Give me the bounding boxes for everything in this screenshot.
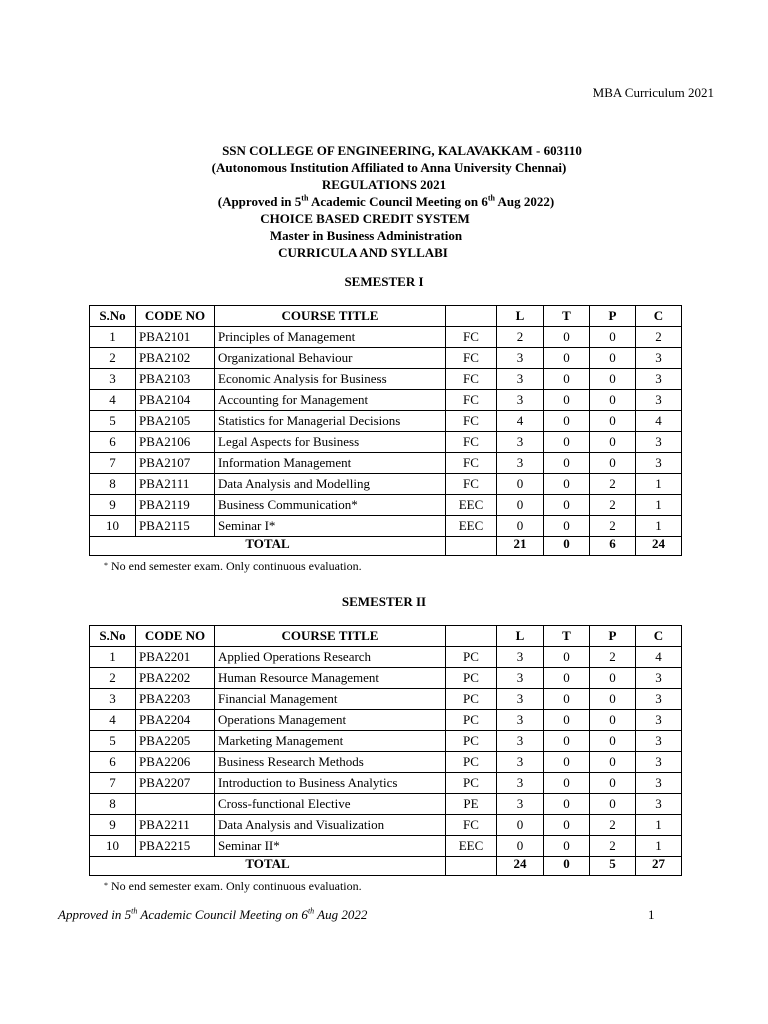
table-cell: FC: [446, 411, 497, 432]
table-cell: 1: [636, 836, 682, 857]
table-cell: 3: [636, 668, 682, 689]
table-cell: 3: [636, 453, 682, 474]
table-cell: Introduction to Business Analytics: [215, 773, 446, 794]
table-cell: 0: [544, 710, 590, 731]
table-cell: 3: [636, 773, 682, 794]
table-cell: 3: [636, 348, 682, 369]
column-header: CODE NO: [136, 306, 215, 327]
table-cell: 0: [497, 516, 544, 537]
table-cell: PBA2104: [136, 390, 215, 411]
document-header: [0, 142, 768, 261]
table-row: [90, 327, 682, 348]
table-cell: 0: [544, 327, 590, 348]
table-cell: 0: [590, 411, 636, 432]
table-cell: 9: [90, 495, 136, 516]
table-row: [90, 731, 682, 752]
table-cell: 3: [636, 432, 682, 453]
table-cell: 3: [497, 752, 544, 773]
table-cell: 3: [636, 794, 682, 815]
credit-system-line: CHOICE BASED CREDIT SYSTEM: [260, 211, 470, 226]
table-cell: 0: [544, 731, 590, 752]
total-p: 5: [590, 857, 636, 876]
table-cell: 6: [90, 752, 136, 773]
column-header: L: [497, 306, 544, 327]
table-cell: 3: [497, 432, 544, 453]
semester2-note: * No end semester exam. Only continuous evaluation.: [104, 879, 362, 893]
table-cell: 4: [636, 411, 682, 432]
table-row: [90, 432, 682, 453]
table-cell: PBA2211: [136, 815, 215, 836]
table-cell: 3: [497, 794, 544, 815]
table-cell: 0: [590, 668, 636, 689]
table-cell: Statistics for Managerial Decisions: [215, 411, 446, 432]
table-cell: 2: [90, 668, 136, 689]
table-cell: PBA2106: [136, 432, 215, 453]
table-row: [90, 516, 682, 537]
semester1-title: SEMESTER I: [344, 274, 424, 289]
table-row: [90, 348, 682, 369]
table-cell: 0: [544, 495, 590, 516]
table-cell: 2: [590, 815, 636, 836]
table-cell: 9: [90, 815, 136, 836]
table-cell: PBA2102: [136, 348, 215, 369]
table-cell: 0: [590, 390, 636, 411]
table-cell: FC: [446, 453, 497, 474]
running-head: MBA Curriculum 2021: [592, 85, 714, 100]
table-cell: 0: [544, 689, 590, 710]
college-name: SSN COLLEGE OF ENGINEERING, KALAVAKKAM - 603110: [222, 143, 582, 158]
table-cell: 3: [636, 731, 682, 752]
table-cell: PBA2215: [136, 836, 215, 857]
table-row: [90, 668, 682, 689]
table-cell: Legal Aspects for Business: [215, 432, 446, 453]
table-cell: PBA2119: [136, 495, 215, 516]
table-cell: PC: [446, 710, 497, 731]
column-header: S.No: [90, 306, 136, 327]
table-cell: 0: [497, 836, 544, 857]
table-cell: Operations Management: [215, 710, 446, 731]
total-row: [90, 537, 682, 556]
table-cell: PBA2101: [136, 327, 215, 348]
semester2-table: [89, 625, 682, 876]
table-cell: Economic Analysis for Business: [215, 369, 446, 390]
semester1-note: * No end semester exam. Only continuous evaluation.: [104, 559, 362, 573]
table-cell: Accounting for Management: [215, 390, 446, 411]
table-cell: PBA2205: [136, 731, 215, 752]
table-cell: 0: [544, 647, 590, 668]
table-cell: 1: [636, 495, 682, 516]
table-cell: 0: [497, 474, 544, 495]
table-cell: PC: [446, 752, 497, 773]
table-cell: 3: [497, 731, 544, 752]
table-cell: 0: [544, 836, 590, 857]
table-cell: PBA2207: [136, 773, 215, 794]
table-row: [90, 815, 682, 836]
table-cell: 0: [590, 773, 636, 794]
semester2-title: SEMESTER II: [341, 594, 427, 609]
table-cell: 0: [590, 432, 636, 453]
table-cell: FC: [446, 369, 497, 390]
table-row: [90, 689, 682, 710]
table-cell: 3: [497, 773, 544, 794]
table-row: [90, 495, 682, 516]
table-cell: FC: [446, 474, 497, 495]
total-p: 6: [590, 537, 636, 556]
table-cell: PBA2204: [136, 710, 215, 731]
table-cell: [136, 794, 215, 815]
table-cell: Business Communication*: [215, 495, 446, 516]
table-cell: PBA2206: [136, 752, 215, 773]
approval-line: (Approved in 5th Academic Council Meeting on 6th Aug 2022): [217, 193, 555, 209]
table-cell: Cross-functional Elective: [215, 794, 446, 815]
table-cell: FC: [446, 327, 497, 348]
table-cell: 0: [590, 752, 636, 773]
column-header: COURSE TITLE: [215, 306, 446, 327]
column-header: T: [544, 306, 590, 327]
table-cell: 0: [544, 369, 590, 390]
table-cell: 3: [497, 369, 544, 390]
table-cell: Seminar I*: [215, 516, 446, 537]
table-cell: 3: [90, 369, 136, 390]
total-t: 0: [544, 857, 590, 876]
table-cell: 3: [497, 668, 544, 689]
table-cell: FC: [446, 815, 497, 836]
regulations-line: REGULATIONS 2021: [321, 177, 447, 192]
table-cell: 0: [544, 390, 590, 411]
total-c: 27: [636, 857, 682, 876]
table-row: [90, 836, 682, 857]
table-cell: FC: [446, 432, 497, 453]
table-cell: 1: [90, 327, 136, 348]
table-cell: 0: [544, 348, 590, 369]
table-cell: 2: [90, 348, 136, 369]
table-cell: 0: [544, 815, 590, 836]
table-row: [90, 474, 682, 495]
table-cell: 0: [544, 794, 590, 815]
table-cell: 2: [590, 474, 636, 495]
table-cell: PC: [446, 689, 497, 710]
footer-approval: Approved in 5th Academic Council Meeting on 6th Aug 2022: [58, 906, 368, 922]
table-cell: 3: [497, 453, 544, 474]
column-header: CODE NO: [136, 626, 215, 647]
table-cell: 2: [636, 327, 682, 348]
table-row: [90, 773, 682, 794]
table-cell: Data Analysis and Visualization: [215, 815, 446, 836]
table-cell: 3: [497, 710, 544, 731]
table-cell: 5: [90, 411, 136, 432]
table-cell: 0: [590, 689, 636, 710]
table-cell: PBA2103: [136, 369, 215, 390]
table-cell: 0: [590, 327, 636, 348]
table-cell: PBA2107: [136, 453, 215, 474]
table-cell: 7: [90, 773, 136, 794]
table-cell: 3: [497, 689, 544, 710]
table-cell: Marketing Management: [215, 731, 446, 752]
table-row: [90, 752, 682, 773]
table-cell: 2: [497, 327, 544, 348]
table-cell: 0: [590, 794, 636, 815]
semester1-table: [89, 305, 682, 556]
table-cell: PBA2202: [136, 668, 215, 689]
table-cell: 0: [544, 453, 590, 474]
total-label: TOTAL: [90, 537, 446, 556]
table-cell: Principles of Management: [215, 327, 446, 348]
table-cell: PE: [446, 794, 497, 815]
table-cell: PC: [446, 668, 497, 689]
table-cell: EEC: [446, 836, 497, 857]
total-row: [90, 857, 682, 876]
table-cell: PBA2105: [136, 411, 215, 432]
table-cell: FC: [446, 390, 497, 411]
table-cell: 3: [636, 689, 682, 710]
table-cell: FC: [446, 348, 497, 369]
table-cell: PBA2203: [136, 689, 215, 710]
table-cell: [446, 857, 497, 876]
table-row: [90, 411, 682, 432]
column-header: [446, 626, 497, 647]
page-number: 1: [648, 907, 655, 922]
table-cell: EEC: [446, 516, 497, 537]
column-header: L: [497, 626, 544, 647]
table-cell: 6: [90, 432, 136, 453]
table-cell: PC: [446, 647, 497, 668]
table-cell: [446, 537, 497, 556]
table-cell: PC: [446, 731, 497, 752]
total-c: 24: [636, 537, 682, 556]
table-cell: 2: [590, 495, 636, 516]
table-cell: 3: [497, 390, 544, 411]
table-cell: 2: [590, 836, 636, 857]
table-cell: 3: [636, 710, 682, 731]
table-cell: 0: [497, 495, 544, 516]
table-cell: PC: [446, 773, 497, 794]
table-cell: Business Research Methods: [215, 752, 446, 773]
table-cell: 0: [544, 752, 590, 773]
column-header: P: [590, 626, 636, 647]
table-cell: 0: [544, 516, 590, 537]
table-cell: 4: [636, 647, 682, 668]
affiliation-line: (Autonomous Institution Affiliated to Anna University Chennai): [211, 160, 567, 175]
table-cell: 3: [636, 369, 682, 390]
table-cell: 7: [90, 453, 136, 474]
column-header: P: [590, 306, 636, 327]
table-cell: Information Management: [215, 453, 446, 474]
table-header-row: [90, 626, 682, 647]
table-cell: 0: [590, 369, 636, 390]
table-cell: 3: [497, 348, 544, 369]
column-header: S.No: [90, 626, 136, 647]
table-row: [90, 794, 682, 815]
column-header: COURSE TITLE: [215, 626, 446, 647]
table-cell: 4: [90, 390, 136, 411]
table-cell: 3: [90, 689, 136, 710]
table-row: [90, 453, 682, 474]
table-cell: Applied Operations Research: [215, 647, 446, 668]
total-t: 0: [544, 537, 590, 556]
table-cell: Seminar II*: [215, 836, 446, 857]
table-cell: 5: [90, 731, 136, 752]
table-cell: PBA2111: [136, 474, 215, 495]
table-cell: 4: [497, 411, 544, 432]
table-header-row: [90, 306, 682, 327]
table-cell: 0: [590, 453, 636, 474]
table-cell: 1: [90, 647, 136, 668]
program-line: Master in Business Administration: [269, 228, 463, 243]
table-cell: Organizational Behaviour: [215, 348, 446, 369]
column-header: C: [636, 306, 682, 327]
table-cell: 3: [636, 390, 682, 411]
table-cell: 0: [590, 731, 636, 752]
table-row: [90, 390, 682, 411]
table-cell: 2: [590, 516, 636, 537]
table-cell: 1: [636, 815, 682, 836]
table-cell: 2: [590, 647, 636, 668]
curricula-line: CURRICULA AND SYLLABI: [278, 245, 448, 260]
table-row: [90, 710, 682, 731]
table-cell: Human Resource Management: [215, 668, 446, 689]
table-cell: 0: [497, 815, 544, 836]
table-cell: 1: [636, 516, 682, 537]
table-cell: Financial Management: [215, 689, 446, 710]
table-cell: PBA2201: [136, 647, 215, 668]
table-cell: EEC: [446, 495, 497, 516]
table-cell: 10: [90, 516, 136, 537]
table-cell: 10: [90, 836, 136, 857]
table-cell: 0: [544, 411, 590, 432]
column-header: C: [636, 626, 682, 647]
table-cell: 0: [544, 432, 590, 453]
total-l: 21: [497, 537, 544, 556]
table-cell: Data Analysis and Modelling: [215, 474, 446, 495]
table-cell: 0: [544, 773, 590, 794]
table-cell: 0: [544, 474, 590, 495]
table-cell: 0: [590, 348, 636, 369]
table-cell: 0: [590, 710, 636, 731]
table-row: [90, 647, 682, 668]
table-cell: PBA2115: [136, 516, 215, 537]
table-cell: 8: [90, 794, 136, 815]
column-header: T: [544, 626, 590, 647]
table-cell: 1: [636, 474, 682, 495]
total-l: 24: [497, 857, 544, 876]
table-cell: 3: [636, 752, 682, 773]
table-cell: 8: [90, 474, 136, 495]
column-header: [446, 306, 497, 327]
table-row: [90, 369, 682, 390]
table-cell: 3: [497, 647, 544, 668]
table-cell: 4: [90, 710, 136, 731]
total-label: TOTAL: [90, 857, 446, 876]
table-cell: 0: [544, 668, 590, 689]
